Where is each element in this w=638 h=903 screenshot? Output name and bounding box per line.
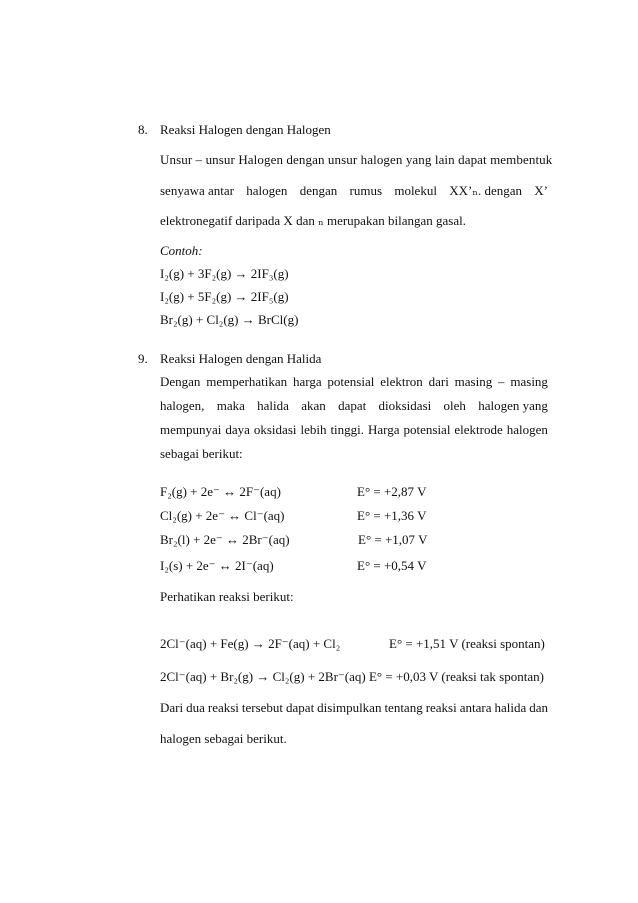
reaction-line-1-value: E° = +1,51 V (reaksi spontan) (389, 636, 545, 651)
word: halogen yang (478, 398, 548, 413)
word: halida (494, 700, 527, 715)
word: harga (292, 374, 322, 389)
word: dapat (286, 700, 315, 715)
word: tersebut (241, 700, 284, 715)
potential-reaction: I₂(s) + 2e⁻ ↔ 2I⁻(aq) (160, 558, 274, 573)
word: halogen (246, 183, 288, 198)
word: masing (454, 374, 493, 389)
word: X’ (534, 183, 548, 198)
potential-value: E° = +0,54 V (357, 558, 427, 573)
word: halida (257, 398, 289, 413)
word: reaksi (207, 700, 239, 715)
observe-label: Perhatikan reaksi berikut: (160, 589, 294, 604)
word: mempunyai (160, 422, 222, 437)
word: dua (186, 700, 205, 715)
section-8-paragraph-line-1: Unsur – unsur Halogen dengan unsur halogen yang lain dapat membentuk (160, 152, 553, 167)
word: daya (225, 422, 250, 437)
word: dengan (299, 183, 338, 198)
word: potensial (403, 422, 451, 437)
conclusion-line-1 (160, 700, 548, 716)
section-9-paragraph-line-3 (160, 422, 548, 438)
example-label: Contoh: (160, 243, 203, 258)
potential-reaction: Br₂(l) + 2e⁻ ↔ 2Br⁻(aq) (160, 532, 290, 547)
word: XX’ₙ. dengan (449, 183, 522, 198)
word: lebih (300, 422, 327, 437)
word: halogen (506, 422, 548, 437)
section-9-heading: Reaksi Halogen dengan Halida (160, 351, 322, 366)
section-9-paragraph-line-4: sebagai berikut: (160, 446, 243, 461)
conclusion-line-2: halogen sebagai berikut. (160, 731, 287, 746)
word: oksidasi (253, 422, 297, 437)
word: memperhatikan (206, 374, 288, 389)
word: reaksi (425, 700, 457, 715)
word: maka (216, 398, 245, 413)
potential-value: E° = +1,36 V (357, 508, 427, 523)
word: elektron (380, 374, 423, 389)
word: halogen, (160, 398, 205, 413)
reaction-line-2: 2Cl⁻(aq) + Br₂(g) → Cl₂(g) + 2Br⁻(aq) E° = +0,03 V (reaksi tak spontan) (160, 669, 544, 684)
word: elektrode (454, 422, 503, 437)
potential-value: E° = +1,07 V (358, 532, 428, 547)
section-9-paragraph-line-2 (160, 398, 548, 414)
section-8-number: 8. (138, 122, 148, 137)
reaction-line-1: 2Cl⁻(aq) + Fe(g) → 2F⁻(aq) + Cl₂ (160, 636, 341, 651)
section-8-paragraph-line-2 (160, 183, 548, 199)
word: dari (428, 374, 449, 389)
word: senyawa antar (160, 183, 234, 198)
word: antara (459, 700, 492, 715)
potential-reaction: Cl₂(g) + 2e⁻ ↔ Cl⁻(aq) (160, 508, 285, 523)
word: tinggi. (330, 422, 365, 437)
section-9-paragraph-line-1 (160, 374, 548, 390)
word: oleh (443, 398, 466, 413)
reaction-line: I₂(g) + 3F₂(g) → 2IF₃(g) (160, 266, 289, 281)
word: – (498, 374, 505, 389)
word: dapat (338, 398, 367, 413)
potential-value: E° = +2,87 V (357, 484, 427, 499)
reaction-line: I₂(g) + 5F₂(g) → 2IF₅(g) (160, 289, 289, 304)
word: rumus (349, 183, 383, 198)
word: dan (529, 700, 548, 715)
word: potensial (327, 374, 375, 389)
section-8-heading: Reaksi Halogen dengan Halogen (160, 122, 331, 137)
word: Harga (368, 422, 400, 437)
reaction-line: Br₂(g) + Cl₂(g) → BrCl(g) (160, 312, 299, 327)
word: tentang (384, 700, 423, 715)
section-9-number: 9. (138, 351, 148, 366)
word: masing (510, 374, 548, 389)
word: Dari (160, 700, 184, 715)
word: Dengan (160, 374, 201, 389)
word: dioksidasi (378, 398, 432, 413)
potential-reaction: F₂(g) + 2e⁻ ↔ 2F⁻(aq) (160, 484, 281, 499)
word: molekul (394, 183, 437, 198)
word: akan (301, 398, 326, 413)
section-8-paragraph-line-3: elektronegatif daripada X dan ₙ merupakan bilangan gasal. (160, 213, 466, 228)
word: disimpulkan (317, 700, 382, 715)
